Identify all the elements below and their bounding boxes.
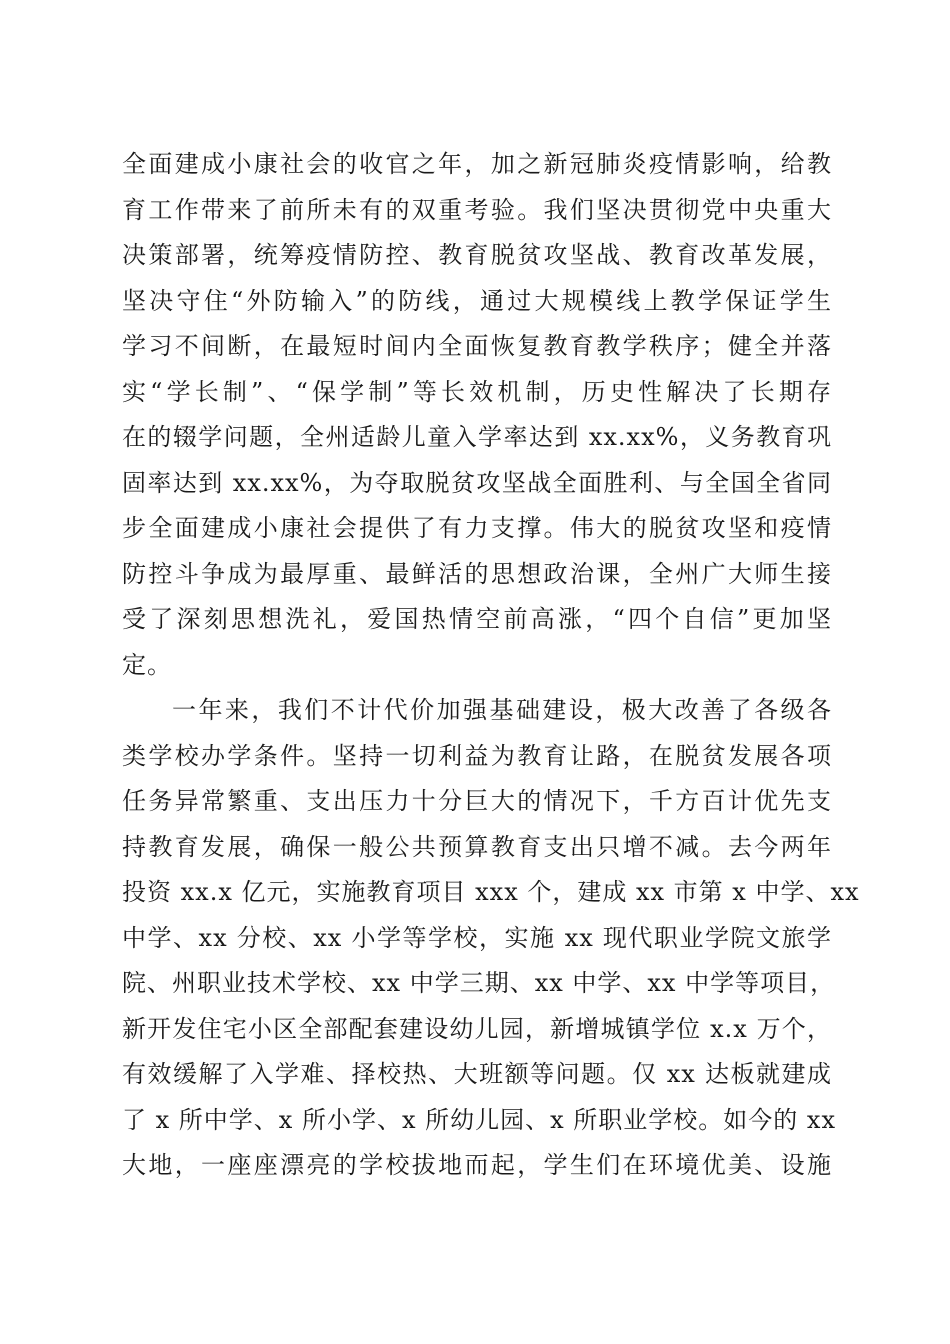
text-line: 了 x 所中学、x 所小学、x 所幼儿园、x 所职业学校。如今的 xx bbox=[122, 1105, 836, 1134]
text-line: 学习不间断，在最短时间内全面恢复教育教学秩序；健全并落 bbox=[122, 332, 832, 360]
text-line: 大地，一座座漂亮的学校拔地而起，学生们在环境优美、设施 bbox=[122, 1151, 832, 1179]
paragraph-2 bbox=[122, 688, 860, 1189]
text-line: 新开发住宅小区全部配套建设幼儿园，新增城镇学位 x.x 万个， bbox=[122, 1014, 832, 1043]
paragraph-1 bbox=[122, 142, 832, 688]
text-line: 实“学长制”、“保学制”等长效机制，历史性解决了长期存 bbox=[122, 377, 832, 406]
text-line: 步全面建成小康社会提供了有力支撑。伟大的脱贫攻坚和疫情 bbox=[122, 514, 832, 542]
text-line: 决策部署，统筹疫情防控、教育脱贫攻坚战、教育改革发展， bbox=[122, 241, 832, 269]
text-line: 全面建成小康社会的收官之年，加之新冠肺炎疫情影响，给教 bbox=[122, 150, 832, 178]
text-line: 有效缓解了入学难、择校热、大班额等问题。仅 xx 达板就建成 bbox=[122, 1060, 832, 1088]
text-line: 持教育发展，确保一般公共预算教育支出只增不减。去今两年 bbox=[122, 832, 832, 861]
text-line: 定。 bbox=[122, 650, 172, 679]
body-text bbox=[122, 142, 860, 1189]
text-line: 类学校办学条件。坚持一切利益为教育让路，在脱贫发展各项 bbox=[122, 741, 832, 770]
text-line: 坚决守住“外防输入”的防线，通过大规模线上教学保证学生 bbox=[122, 286, 832, 315]
text-line: 一年来，我们不计代价加强基础建设，极大改善了各级各 bbox=[172, 696, 832, 724]
text-line: 育工作带来了前所未有的双重考验。我们坚决贯彻党中央重大 bbox=[122, 195, 832, 224]
text-line: 受了深刻思想洗礼，爱国热情空前高涨，“四个自信”更加坚 bbox=[122, 605, 832, 633]
text-line: 中学、xx 分校、xx 小学等学校，实施 xx 现代职业学院文旅学 bbox=[122, 923, 832, 952]
text-line: 固率达到 xx.xx%，为夺取脱贫攻坚战全面胜利、与全国全省同 bbox=[122, 468, 832, 497]
text-line: 任务异常繁重、支出压力十分巨大的情况下，千方百计优先支 bbox=[122, 787, 832, 815]
text-line: 在的辍学问题，全州适龄儿童入学率达到 xx.xx%，义务教育巩 bbox=[122, 423, 832, 451]
text-line: 防控斗争成为最厚重、最鲜活的思想政治课，全州广大师生接 bbox=[122, 559, 832, 588]
text-line: 投资 xx.x 亿元，实施教育项目 xxx 个，建成 xx 市第 x 中学、xx bbox=[122, 878, 860, 906]
text-line: 院、州职业技术学校、xx 中学三期、xx 中学、xx 中学等项目， bbox=[122, 969, 836, 997]
